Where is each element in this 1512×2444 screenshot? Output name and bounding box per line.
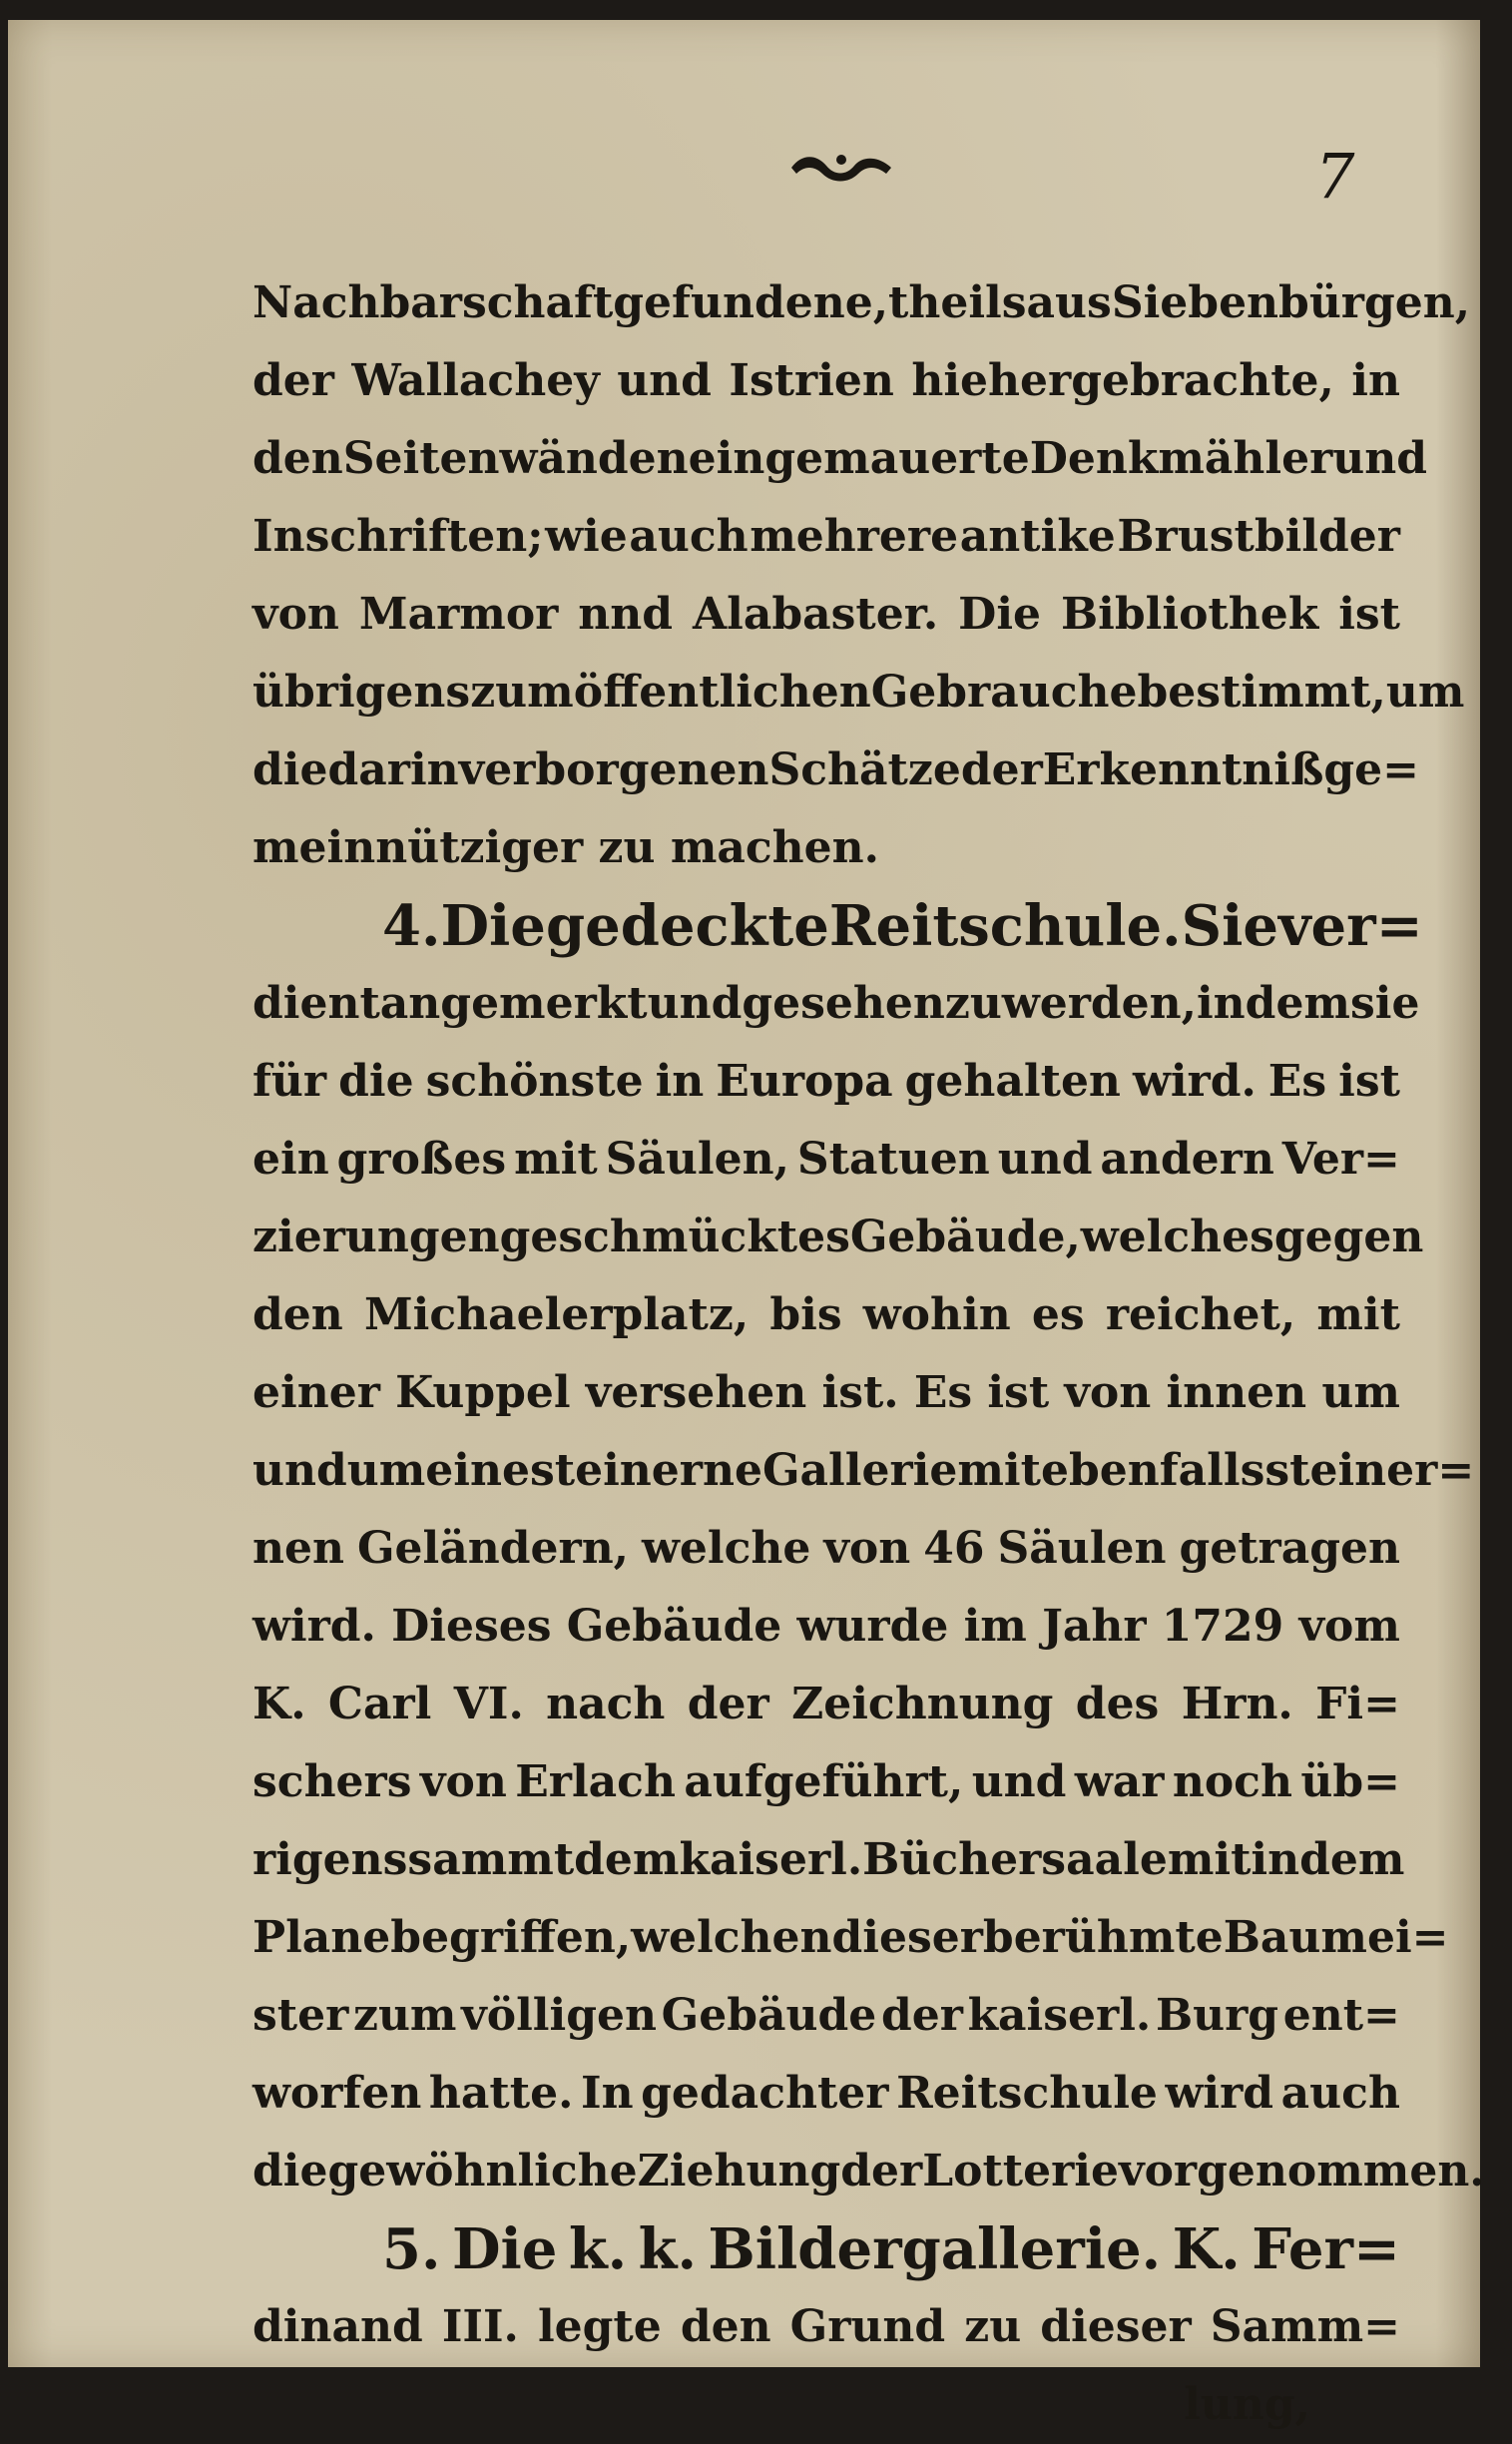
- text-line: wird. Dieses Gebäude wurde im Jahr 1729 vom: [252, 1601, 1400, 1652]
- text-line: die darin verborgenen Schätze der Erkenntniß ge=: [252, 744, 1420, 795]
- body-text: [252, 264, 1485, 2444]
- text-line: übrigens zum öffentlichen Gebrauche bestimmt, um: [252, 667, 1465, 718]
- text-line: von Marmor nnd Alabaster. Die Bibliothek ist: [252, 589, 1400, 640]
- text-line: dient angemerkt und gesehen zu werden, indem sie: [252, 978, 1420, 1029]
- text-line: den Seitenwänden eingemauerte Denkmähler und: [252, 433, 1428, 484]
- printer-ornament-icon: [786, 146, 896, 186]
- text-line: die gewöhnliche Ziehung der Lotterie vorgenommen.: [252, 2146, 1485, 2197]
- page-number: 7: [1315, 140, 1355, 213]
- text-line: Nachbarschaft gefundene, theils aus Siebenbürgen,: [252, 277, 1471, 328]
- text-line: worfen hatte. In gedachter Reitschule wird auch: [252, 2068, 1400, 2119]
- text-line: und um eine steinerne Gallerie mit ebenfalls steiner=: [252, 1445, 1475, 1496]
- text-line: rigens sammt dem kaiserl. Büchersaale mit in dem: [252, 1834, 1405, 1885]
- text-line: der Wallachey und Istrien hiehergebrachte, in: [252, 355, 1400, 406]
- catchword: lung,: [1184, 2379, 1310, 2430]
- text-line: für die schönste in Europa gehalten wird. Es ist: [252, 1056, 1400, 1107]
- text-line: schers von Erlach aufgeführt, und war noch üb=: [252, 1756, 1400, 1807]
- text-line: Plane begriffen, welchen dieser berühmte Baumei=: [252, 1912, 1449, 1963]
- text-line: nen Geländern, welche von 46 Säulen getragen: [252, 1523, 1400, 1574]
- text-line: zierungen geschmücktes Gebäude, welches gegen: [252, 1212, 1424, 1262]
- text-line: Inschriften; wie auch mehrere antike Brustbilder: [252, 511, 1400, 562]
- book-page: [8, 20, 1485, 2430]
- text-line: meinnütziger zu machen.: [252, 822, 879, 873]
- text-line: ster zum völligen Gebäude der kaiserl. Burg ent=: [252, 1990, 1400, 2041]
- text-line: ein großes mit Säulen, Statuen und andern Ver=: [252, 1134, 1400, 1185]
- section-heading-reitschule: 4. Die gedeckte Reitschule. Sie ver=: [382, 893, 1423, 959]
- text-line: den Michaelerplatz, bis wohin es reichet, mit: [252, 1289, 1400, 1340]
- text-line: K. Carl VI. nach der Zeichnung des Hrn. Fi=: [252, 1679, 1400, 1729]
- section-heading-bildergallerie: 5. Die k. k. Bildergallerie. K. Fer=: [382, 2216, 1400, 2282]
- text-line: dinand III. legte den Grund zu dieser Samm=: [252, 2301, 1400, 2352]
- text-line: einer Kuppel versehen ist. Es ist von innen um: [252, 1367, 1400, 1418]
